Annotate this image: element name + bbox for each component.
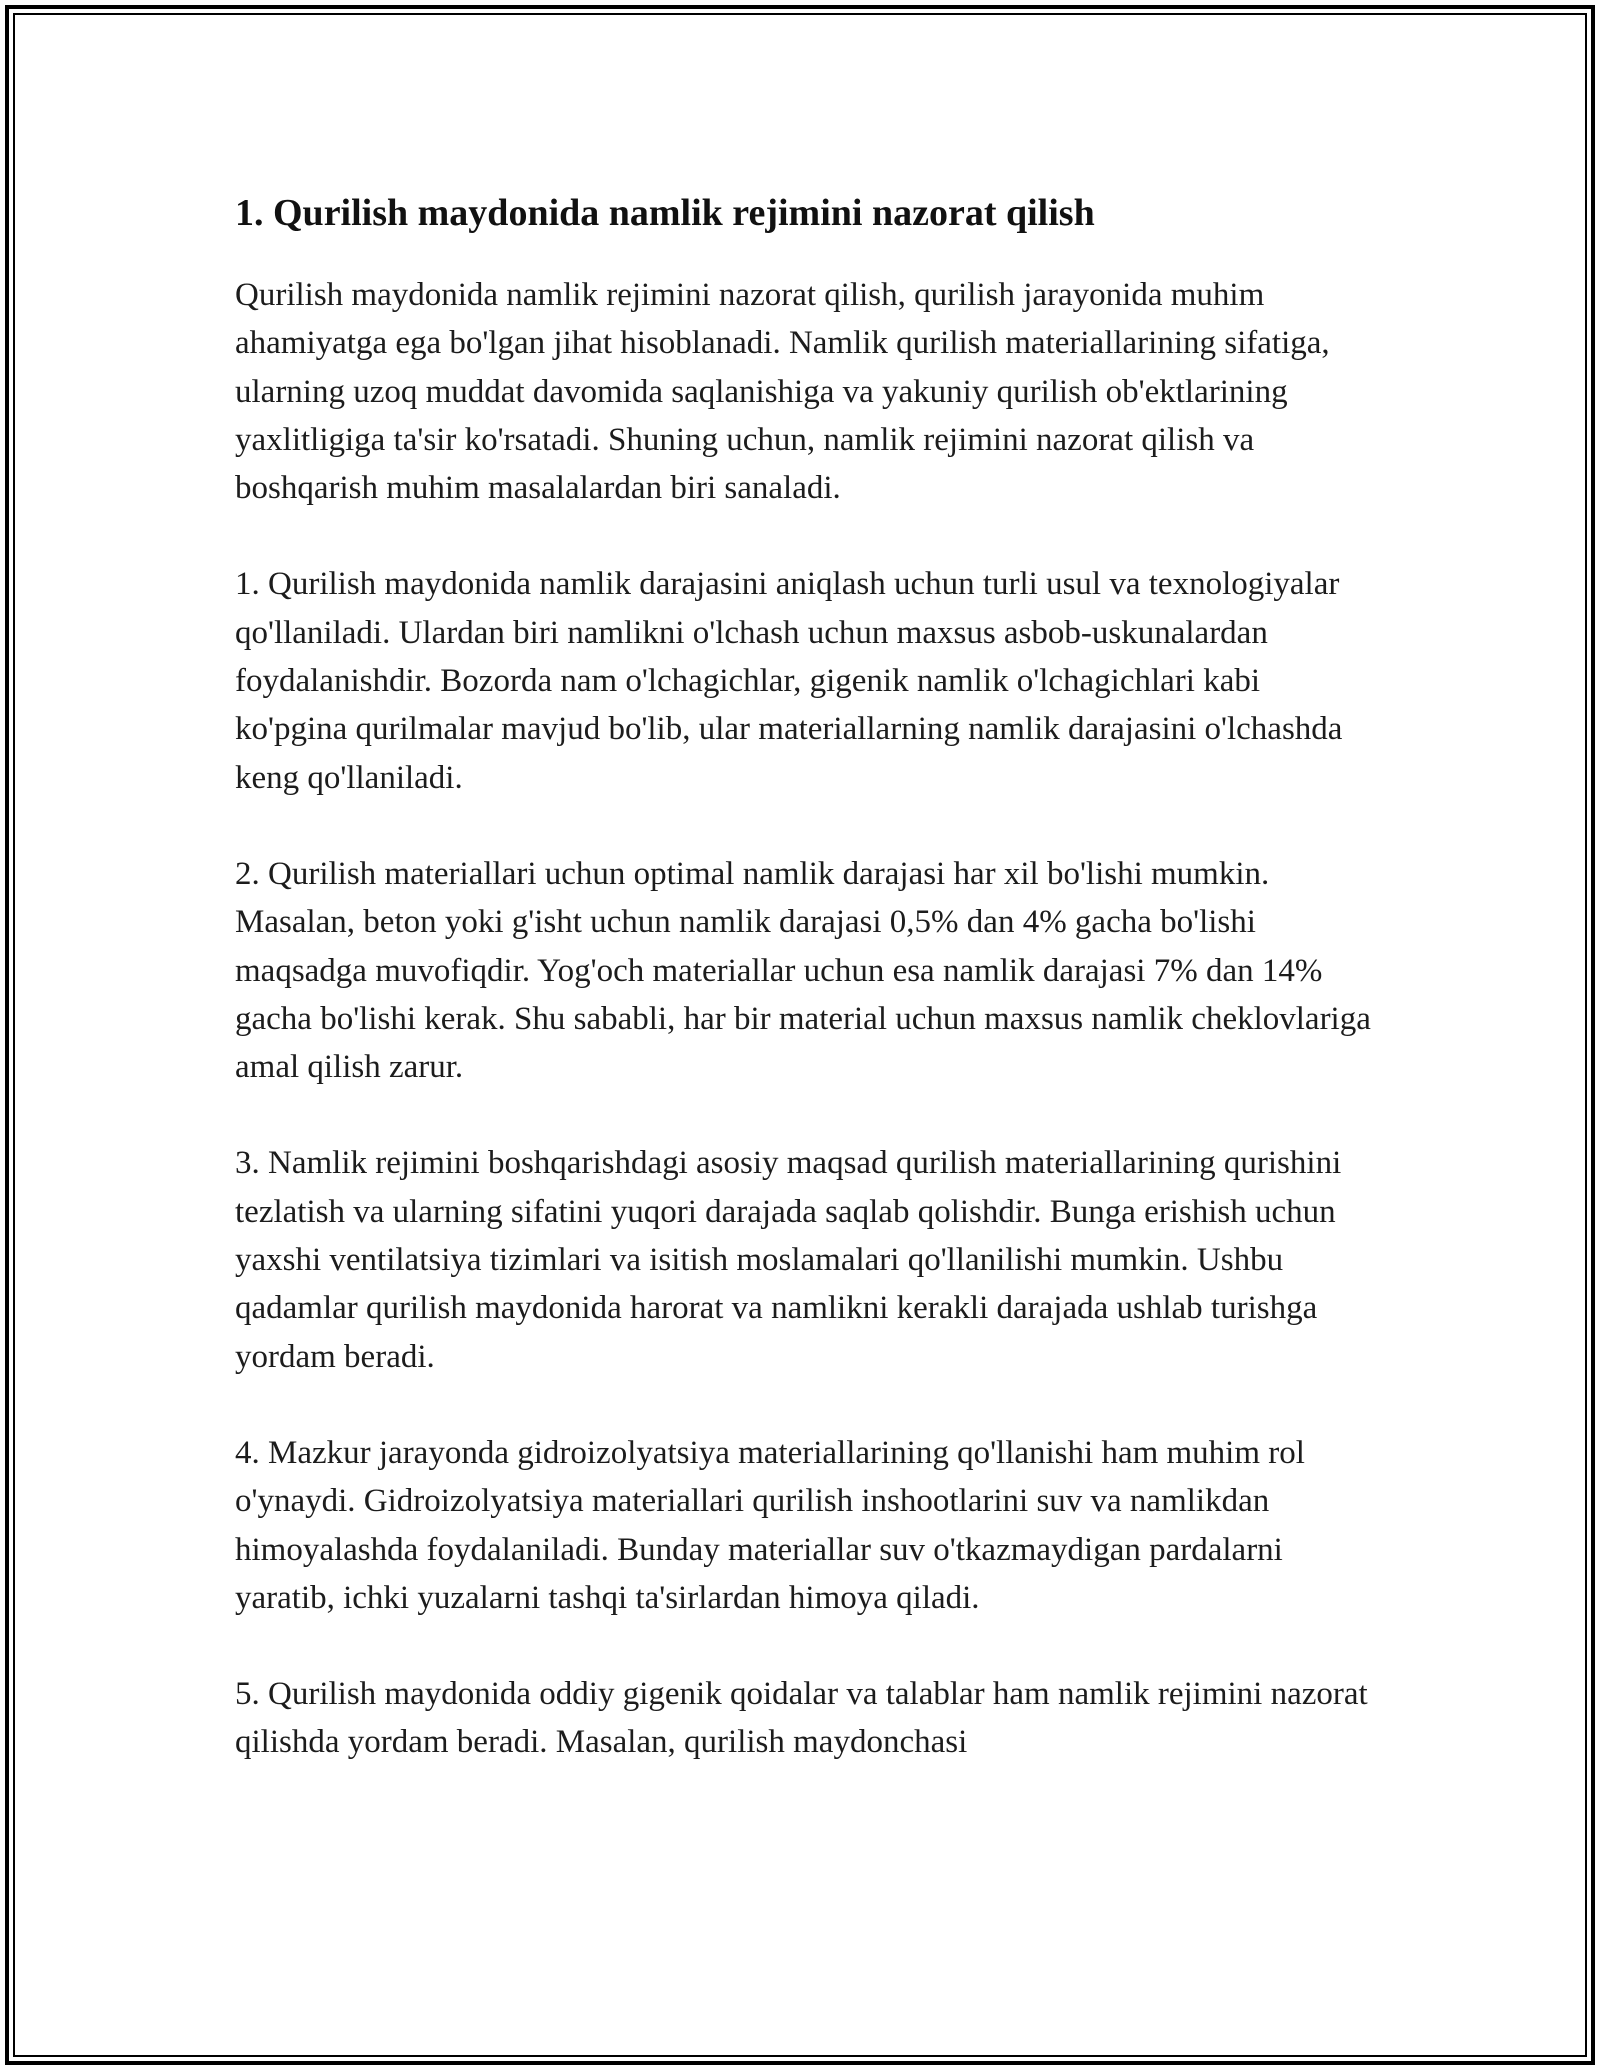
paragraph-point-5: 5. Qurilish maydonida oddiy gigenik qoidalar va talablar ham namlik rejimini nazorat qilishda yordam beradi. Masalan, qurilish maydonchasi xyxy=(235,1676,1368,1761)
document-body xyxy=(235,187,1375,1815)
paragraph-point-1: 1. Qurilish maydonida namlik darajasini aniqlash uchun turli usul va texnologiyalar qo'llaniladi. Ulardan biri namlikni o'lchash uchun maxsus asbob-uskunalardan foydalanishdir. Bozorda nam o'lchagichlar, gigenik namlik o'lchagichlari kabi ko'pgina qurilmalar mavjud bo'lib, ular materiallarning namlik darajasini o'lchashda keng qo'llaniladi. xyxy=(235,566,1343,796)
paragraph-intro: Qurilish maydonida namlik rejimini nazorat qilish, qurilish jarayonida muhim ahamiyatga ega bo'lgan jihat hisoblanadi. Namlik qurilish materiallarining sifatiga, ularning uzoq muddat davomida saqlanishiga va yakuniy qurilish ob'ektlarining yaxlitligiga ta'sir ko'rsatadi. Shuning uchun, namlik rejimini nazorat qilish va boshqarish muhim masalalardan biri sanaladi. xyxy=(235,277,1330,507)
paragraph-point-2: 2. Qurilish materiallari uchun optimal namlik darajasi har xil bo'lishi mumkin. Masalan, beton yoki g'isht uchun namlik darajasi 0,5% dan 4% gacha bo'lishi maqsadga muvofiqdir. Yog'och materiallar uchun esa namlik darajasi 7% dan 14% gacha bo'lishi kerak. Shu sababli, har bir material uchun maxsus namlik cheklovlariga amal qilish zarur. xyxy=(235,855,1371,1086)
paragraph-point-3: 3. Namlik rejimini boshqarishdagi asosiy maqsad qurilish materiallarining qurishini tezlatish va ularning sifatini yuqori darajada saqlab qolishdir. Bunga erishish uchun yaxshi ventilatsiya tizimlari va isitish moslamalari qo'llanilishi mumkin. Ushbu qadamlar qurilish maydonida harorat va namlikni kerakli darajada ushlab turishga yordam beradi. xyxy=(235,1145,1342,1375)
paragraph-point-4: 4. Mazkur jarayonda gidroizolyatsiya materiallarining qo'llanishi ham muhim rol o'ynaydi. Gidroizolyatsiya materiallari qurilish inshootlarini suv va namlikdan himoyalashda foydalaniladi. Bunday materiallar suv o'tkazmaydigan pardalarni yaratib, ichki yuzalarni tashqi ta'sirlardan himoya qiladi. xyxy=(235,1434,1305,1616)
document-title: 1. Qurilish maydonida namlik rejimini nazorat qilish xyxy=(235,192,1095,234)
